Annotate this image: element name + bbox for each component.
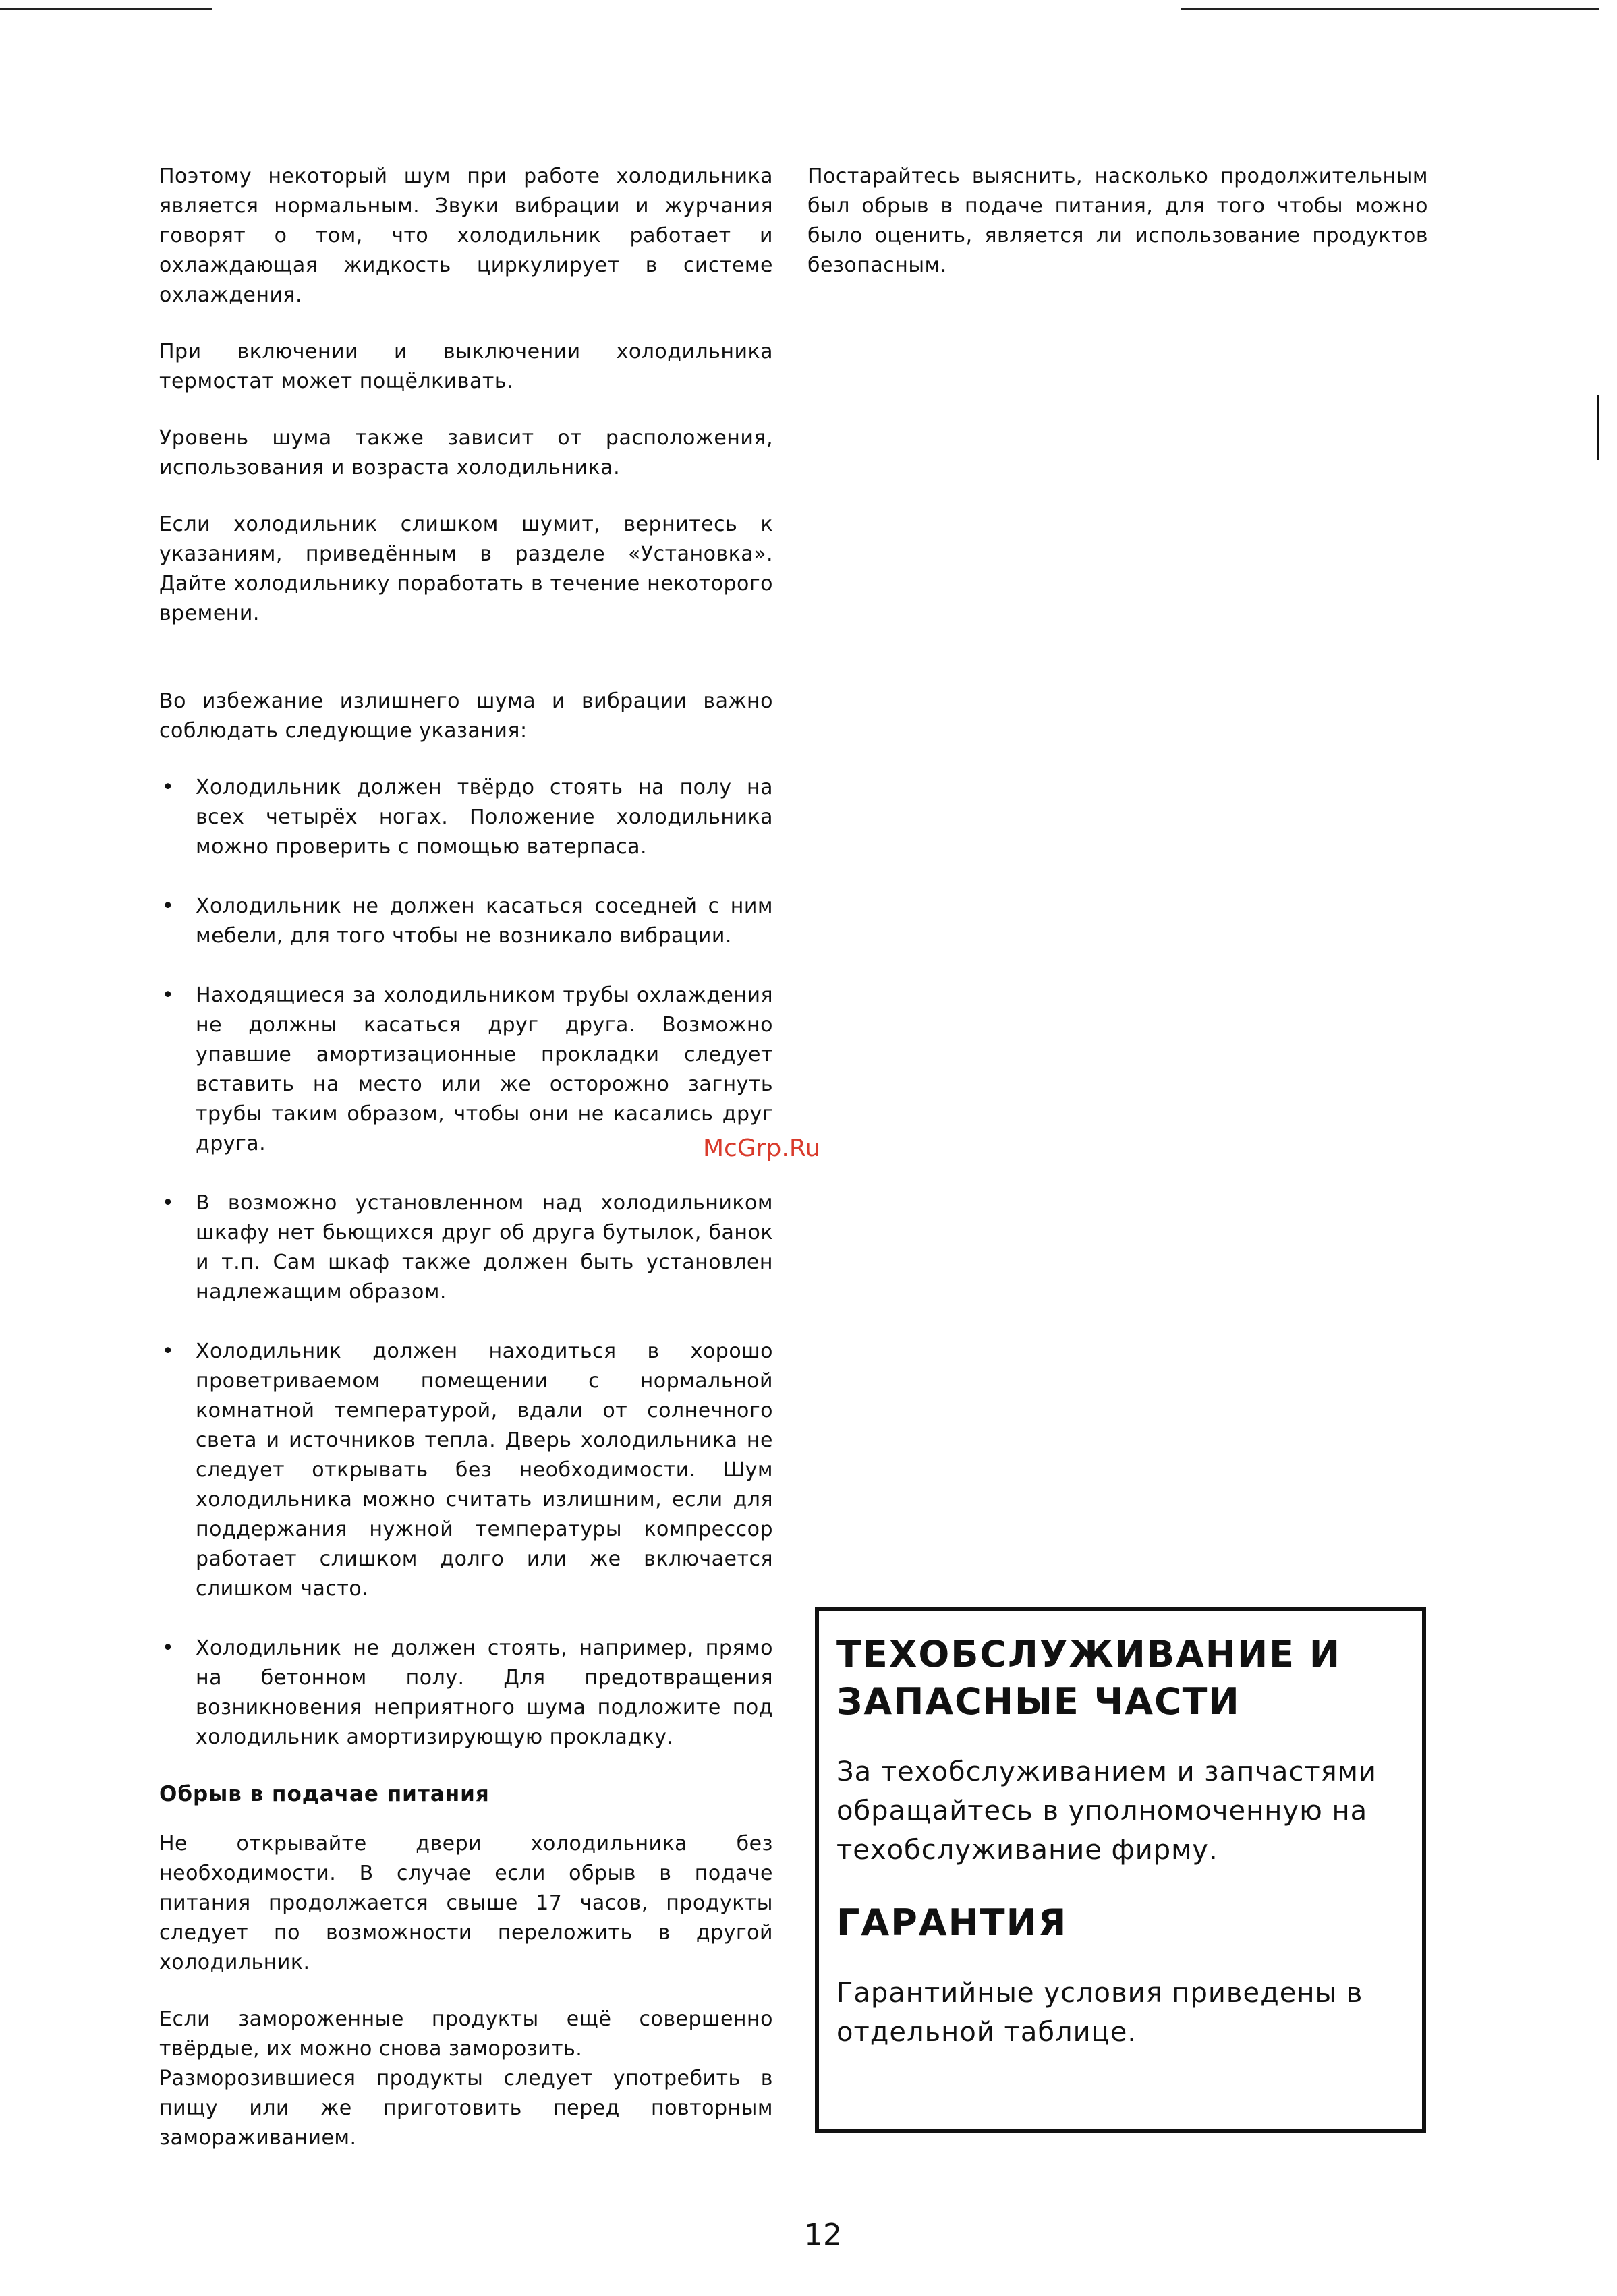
- bullet-icon: •: [162, 1340, 175, 1363]
- watermark: McGrp.Ru: [703, 1135, 821, 1162]
- warranty-title: ГАРАНТИЯ: [836, 1901, 1068, 1944]
- noise-guidelines-list: [159, 773, 773, 1752]
- bullets-intro: Во избежание излишнего шума и вибрации важно соблюдать следующие указания:: [159, 689, 773, 743]
- intro-paragraph-1: Поэтому некоторый шум при работе холодильника является нормальным. Звуки вибрации и журчания говорят о том, что холодильник работает и охлаждающая жидкость циркулирует в системе охлаждения.: [159, 165, 773, 307]
- power-paragraph-2: Если замороженные продукты ещё совершенно твёрдые, их можно снова заморозить.: [159, 2007, 773, 2061]
- bullet-icon: •: [162, 1636, 175, 1660]
- list-item: • Холодильник не должен стоять, например, прямо на бетонном полу. Для предотвращения возникновения неприятного шума подложите под холодильник амортизирующую прокладку.: [159, 1634, 773, 1752]
- left-column: [159, 162, 773, 2153]
- power-paragraph-1: Не открывайте двери холодильника без необходимости. В случае если обрыв в подаче питания продолжается свыше 17 часов, продукты следует по возможности переложить в другой холодильник.: [159, 1832, 773, 1974]
- intro-paragraph-4: Если холодильник слишком шумит, вернитесь к указаниям, приведённым в разделе «Установка». Дайте холодильнику поработать в течение некоторого времени.: [159, 513, 773, 625]
- top-right-scan-line: [1181, 8, 1599, 10]
- service-title: ТЕХОБСЛУЖИВАНИЕ И ЗАПАСНЫЕ ЧАСТИ: [836, 1633, 1342, 1723]
- power-duration-paragraph: Постарайтесь выяснить, насколько продолжительным был обрыв в подаче питания, для того чтобы можно было оценить, является ли использование продуктов безопасным.: [807, 165, 1428, 277]
- service-info-box: [815, 1607, 1426, 2133]
- right-column: [807, 162, 1428, 281]
- intro-paragraph-2: При включении и выключении холодильника термостат может пощёлкивать.: [159, 340, 773, 393]
- intro-paragraph-3: Уровень шума также зависит от расположения, использования и возраста холодильника.: [159, 426, 773, 480]
- top-left-scan-line: [0, 8, 212, 10]
- margin-mark: [1597, 395, 1599, 460]
- power-failure-heading: Обрыв в подачае питания: [159, 1782, 490, 1806]
- bullet-icon: •: [162, 894, 175, 918]
- list-item: • Холодильник должен находиться в хорошо проветриваемом помещении с нормальной комнатной температурой, вдали от солнечного света и источников тепла. Дверь холодильника не следует открывать без необходимости. Шум холодильника можно считать излишним, если для поддержания нужной температуры компрессор работает слишком долго или же включается слишком часто.: [159, 1337, 773, 1604]
- bullet-icon: •: [162, 1191, 175, 1215]
- power-paragraph-3: Разморозившиеся продукты следует употребить в пищу или же приготовить перед повторным замораживанием.: [159, 2067, 773, 2150]
- page-number: 12: [804, 2218, 842, 2252]
- list-item: • Холодильник не должен касаться соседней с ним мебели, для того чтобы не возникало вибрации.: [159, 892, 773, 951]
- bullet-icon: •: [162, 776, 175, 799]
- list-item: • В возможно установленном над холодильником шкафу нет бьющихся друг об друга бутылок, банок и т.п. Сам шкаф также должен быть установлен надлежащим образом.: [159, 1188, 773, 1307]
- bullet-icon: •: [162, 983, 175, 1007]
- service-text: За техобслуживанием и запчастями обращайтесь в уполномоченную на техобслуживание фирму.: [836, 1756, 1377, 1866]
- list-item: • Холодильник должен твёрдо стоять на полу на всех четырёх ногах. Положение холодильника можно проверить с помощью ватерпаса.: [159, 773, 773, 862]
- warranty-text: Гарантийные условия приведены в отдельной таблице.: [836, 1978, 1363, 2048]
- list-item: • Находящиеся за холодильником трубы охлаждения не должны касаться друг друга. Возможно упавшие амортизационные прокладки следует вставить на место или же осторожно загнуть трубы таким образом, чтобы они не касались друг друга.: [159, 981, 773, 1159]
